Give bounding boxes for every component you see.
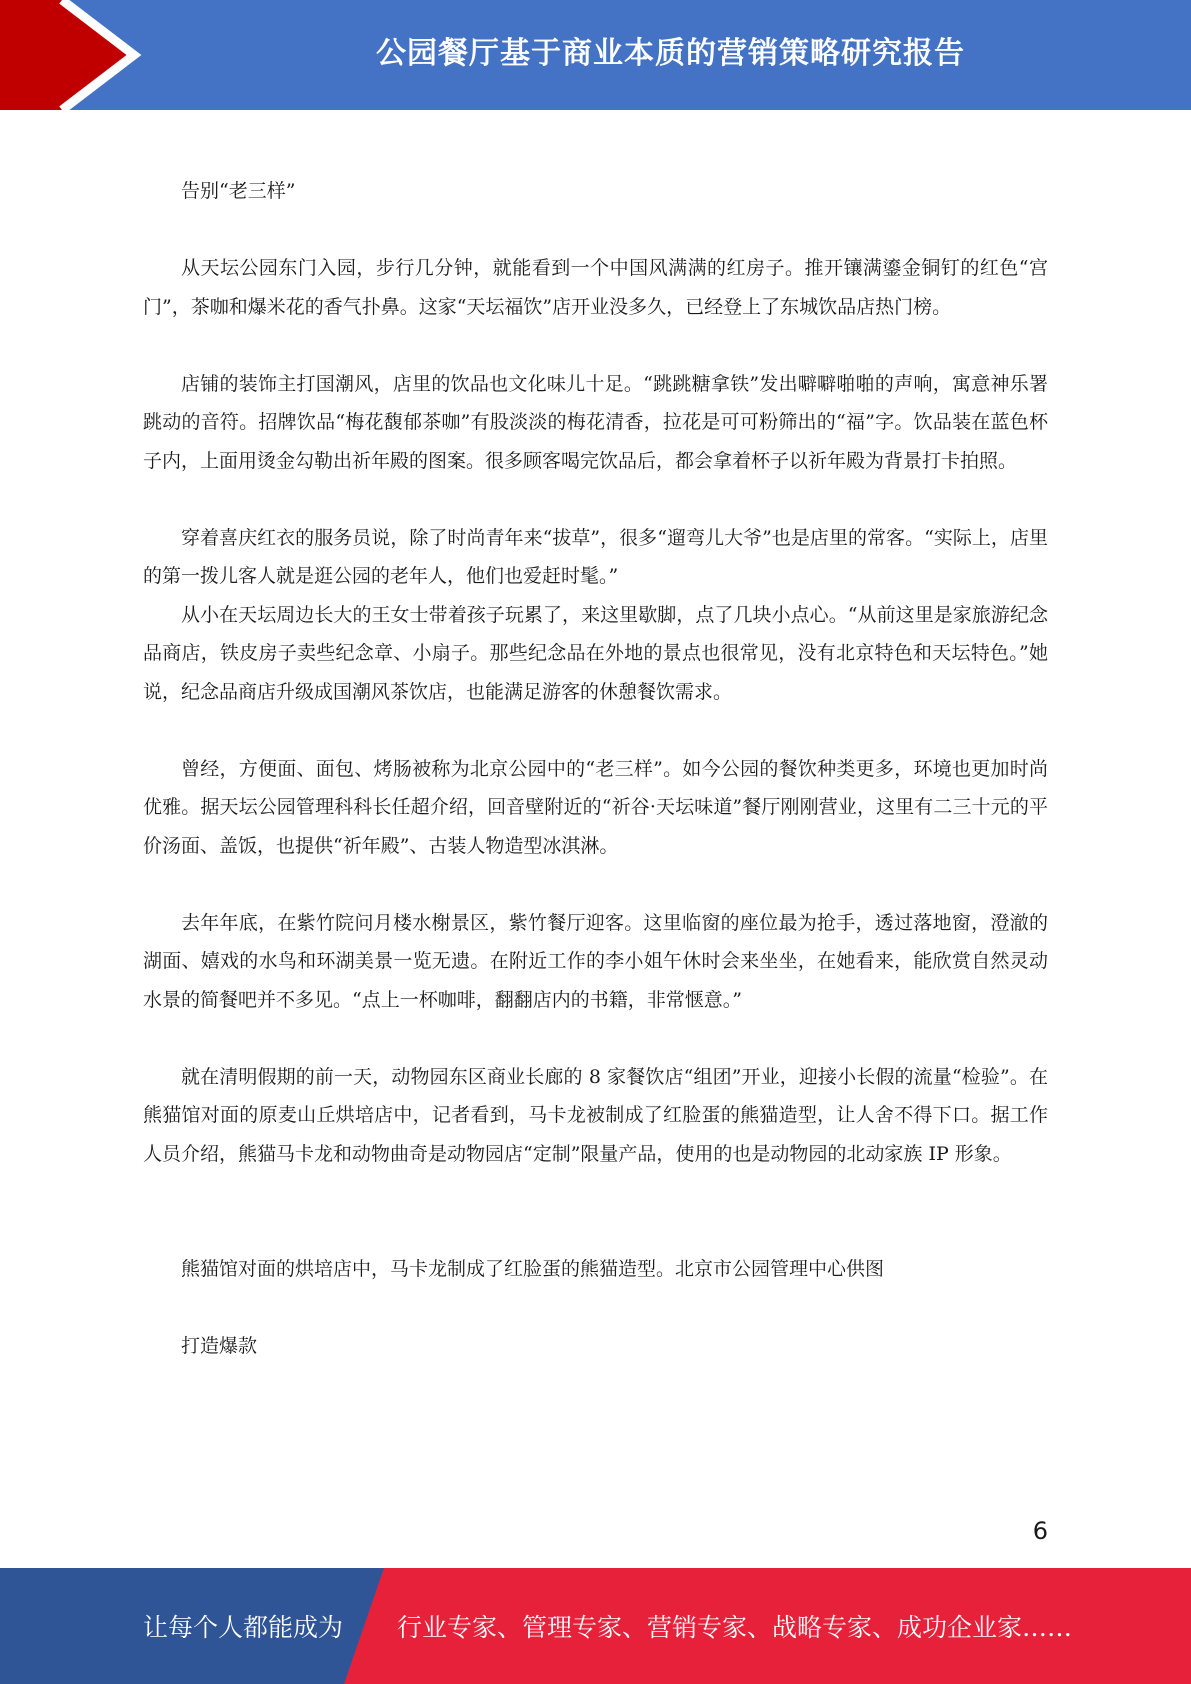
image-caption: 熊猫馆对面的烘培店中，马卡龙制成了红脸蛋的熊猫造型。北京市公园管理中心供图 xyxy=(181,1258,885,1280)
header-arrow-decoration xyxy=(0,0,160,110)
section-heading: 打造爆款 xyxy=(181,1335,258,1357)
paragraph: 曾经，方便面、面包、烤肠被称为北京公园中的“老三样”。如今公园的餐饮种类更多，环境也更加时尚优雅。据天坛公园管理科科长任超介绍，回音壁附近的“祈谷·天坛味道”餐厅刚刚营业，这里有二三十元的平价汤面、盖饭，也提供“祈年殿”、古装人物造型冰淇淋。 xyxy=(143,757,1048,857)
report-title: 公园餐厅基于商业本质的营销策略研究报告 xyxy=(376,36,965,71)
article-body xyxy=(143,172,1048,1366)
paragraph: 从天坛公园东门入园，步行几分钟，就能看到一个中国风满满的红房子。推开镶满鎏金铜钉的红色“宫门”，茶咖和爆米花的香气扑鼻。这家“天坛福饮”店开业没多久，已经登上了东城饮品店热门榜。 xyxy=(143,257,1048,318)
paragraph: 就在清明假期的前一天，动物园东区商业长廊的 8 家餐饮店“组团”开业，迎接小长假的流量“检验”。在熊猫馆对面的原麦山丘烘培店中，记者看到，马卡龙被制成了红脸蛋的熊猫造型，让人舍不得下口。据工作人员介绍，熊猫马卡龙和动物曲奇是动物园店“定制”限量产品，使用的也是动物园的北动家族 IP 形象。 xyxy=(143,1065,1048,1165)
footer-slogan-right: 行业专家、管理专家、营销专家、战略专家、成功企业家…… xyxy=(397,1613,1073,1642)
paragraph: 店铺的装饰主打国潮风，店里的饮品也文化味儿十足。“跳跳糖拿铁”发出噼噼啪啪的声响，寓意神乐署跳动的音符。招牌饮品“梅花馥郁茶咖”有股淡淡的梅花清香，拉花是可可粉筛出的“福”字。饮品装在蓝色杯子内，上面用烫金勾勒出祈年殿的图案。很多顾客喝完饮品后，都会拿着杯子以祈年殿为背景打卡拍照。 xyxy=(143,372,1048,472)
page-number: 6 xyxy=(1032,1517,1048,1545)
section-heading: 告别“老三样” xyxy=(181,180,296,202)
paragraph: 从小在天坛周边长大的王女士带着孩子玩累了，来这里歇脚，点了几块小点心。“从前这里是家旅游纪念品商店，铁皮房子卖些纪念章、小扇子。那些纪念品在外地的景点也很常见，没有北京特色和天坛特色。”她说，纪念品商店升级成国潮风茶饮店，也能满足游客的休憩餐饮需求。 xyxy=(143,603,1048,703)
page-footer xyxy=(0,1568,1191,1684)
footer-slogan-left: 让每个人都能成为 xyxy=(143,1613,344,1642)
page-header xyxy=(0,0,1191,110)
paragraph: 穿着喜庆红衣的服务员说，除了时尚青年来“拔草”，很多“遛弯儿大爷”也是店里的常客。“实际上，店里的第一拨儿客人就是逛公园的老年人，他们也爱赶时髦。” xyxy=(143,526,1048,587)
paragraph: 去年年底，在紫竹院问月楼水榭景区，紫竹餐厅迎客。这里临窗的座位最为抢手，透过落地窗，澄澈的湖面、嬉戏的水鸟和环湖美景一览无遗。在附近工作的李小姐午休时会来坐坐，在她看来，能欣赏自然灵动水景的简餐吧并不多见。“点上一杯咖啡，翻翻店内的书籍，非常惬意。” xyxy=(143,911,1048,1011)
